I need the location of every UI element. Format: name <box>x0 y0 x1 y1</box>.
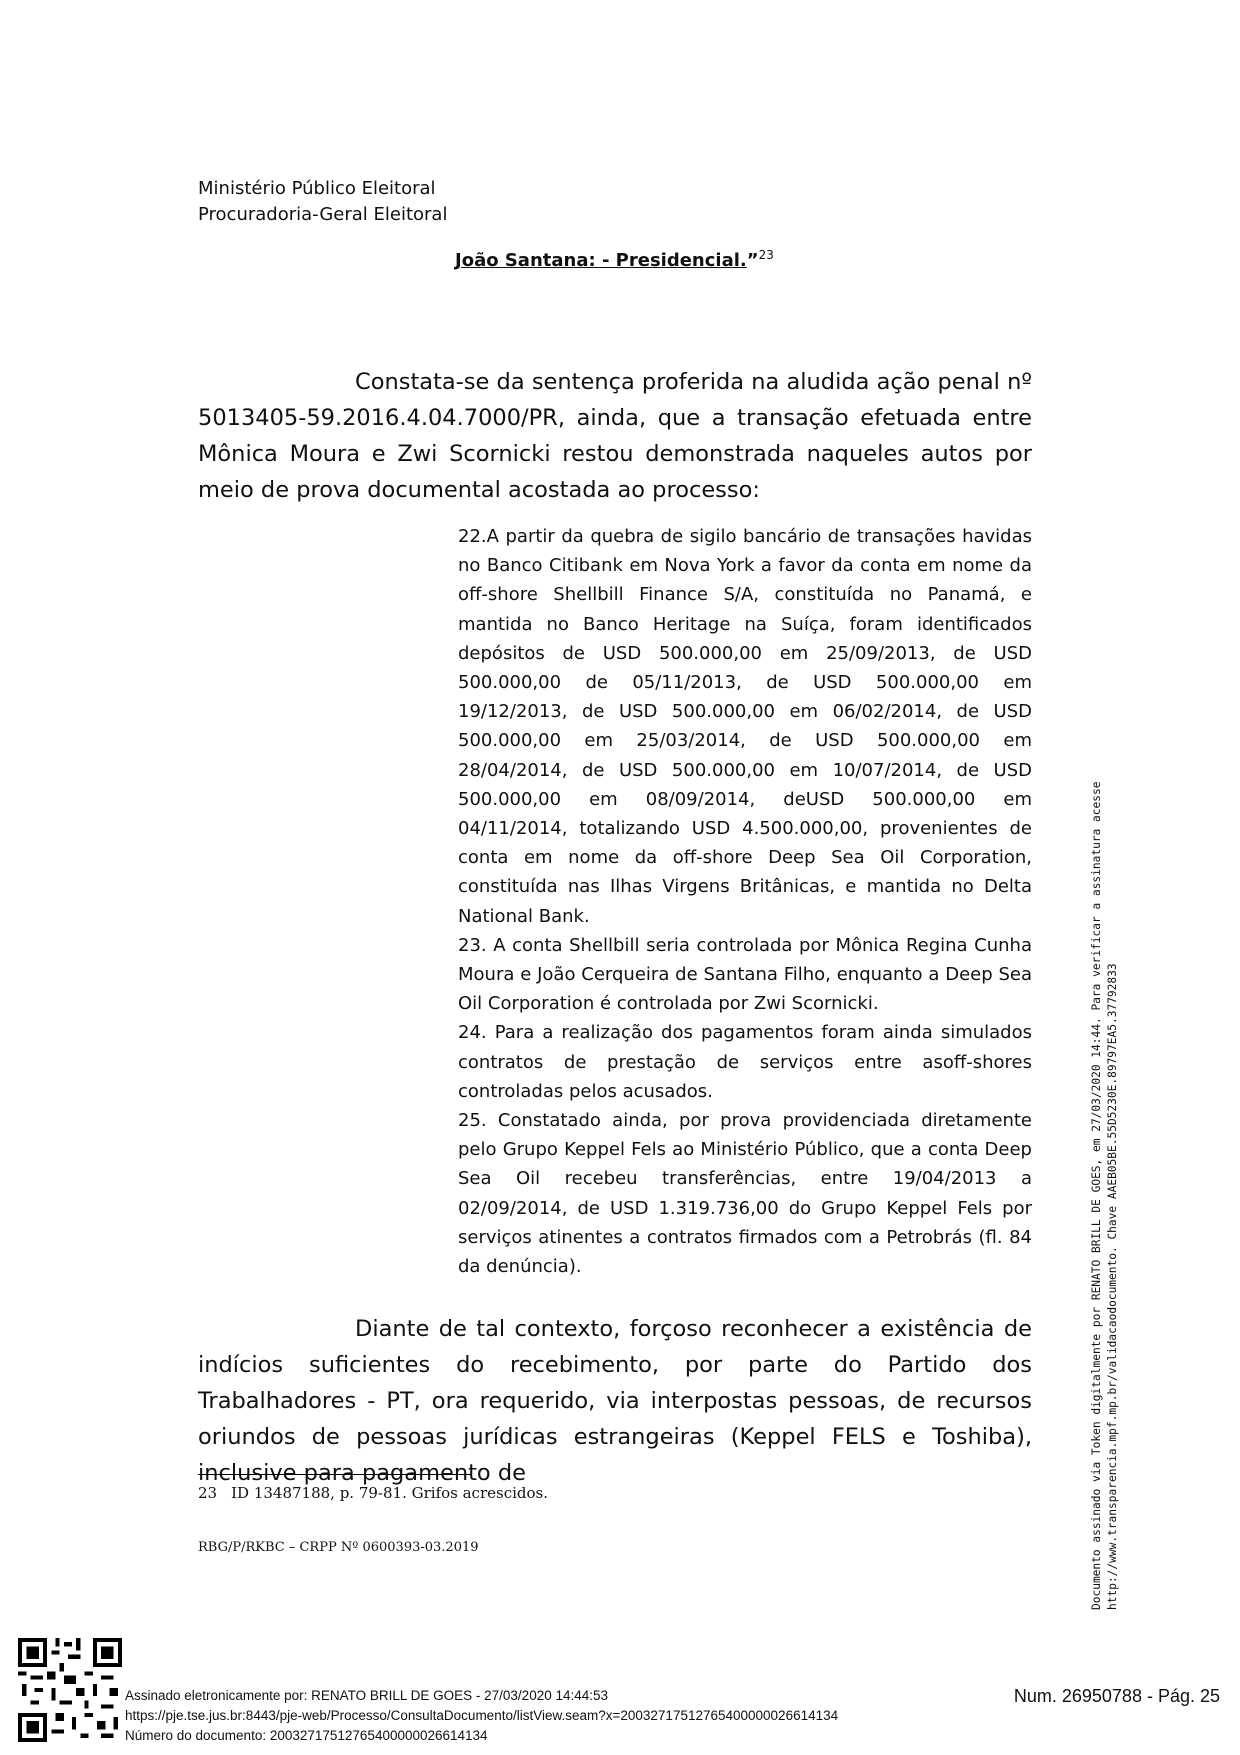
footnote-reference: 23 <box>758 248 774 262</box>
citation-item-25: 25. Constatado ainda, por prova providenciada diretamente pelo Grupo Keppel Fels ao Ministério Público, que a conta Deep Sea Oil recebeu transferências, entre 19/04/2013 a 02/09/2014, de USD 1.319.736,00 do Grupo Keppel Fels por serviços atinentes a contratos firmados com a Petrobrás (fl. 84 da denúncia). <box>458 1110 1032 1278</box>
body-paragraph-2: Diante de tal contexto, forçoso reconhecer a existência de indícios suficientes do recebimento, por parte do Partido dos Trabalhadores - PT, ora requerido, via interpostas pessoas, de recursos oriundos de pessoas jurídicas estrangeiras (Keppel FELS e Toshiba), inclusive para pagamento de <box>198 1316 1032 1486</box>
quote-end <box>455 248 774 271</box>
quote-close-mark: ” <box>746 250 759 271</box>
footnote-number: 23 <box>198 1484 218 1502</box>
sidebar-line-2: http://www.transparencia.mpf.mp.br/validacaodocumento. Chave AAEB05BE.55D5230E.89797EA5.37792833 <box>1106 963 1119 1610</box>
page-number: Num. 26950788 - Pág. 25 <box>1013 1686 1220 1706</box>
citation-item-22: 22.A partir da quebra de sigilo bancário de transações havidas no Banco Citibank em Nova York a favor da conta em nome da off-shore Shellbill Finance S/A, constituída no Panamá, e mantida no Banco Heritage na Suíça, foram identificados depósitos de USD 500.000,00 em 25/09/2013, de USD 500.000,00 de 05/11/2013, de USD 500.000,00 em 19/12/2013, de USD 500.000,00 em 06/02/2014, de USD 500.000,00 em 25/03/2014, de USD 500.000,00 em 28/04/2014, de USD 500.000,00 em 10/07/2014, de USD 500.000,00 em 08/09/2014, deUSD 500.000,00 em 04/11/2014, totalizando USD 4.500.000,00, provenientes de conta em nome da off-shore Deep Sea Oil Corporation, constituída nas Ilhas Virgens Britânicas, e mantida no Delta National Bank. <box>458 526 1032 927</box>
footnote-divider <box>198 1474 472 1475</box>
citation-item-23: 23. A conta Shellbill seria controlada por Mônica Regina Cunha Moura e João Cerqueira de Santana Filho, enquanto a Deep Sea Oil Corporation é controlada por Zwi Scornicki. <box>458 934 1032 1015</box>
qr-code <box>18 1638 122 1742</box>
footnote <box>198 1484 548 1502</box>
sidebar-line-1: Documento assinado via Token digitalmente por RENATO BRILL DE GOES, em 27/03/2020 14:44. Para verificar a assinatura acesse <box>1090 781 1103 1610</box>
header-line-1: Ministério Público Eleitoral <box>198 178 436 199</box>
document-header <box>198 176 447 228</box>
signature-link[interactable]: https://pje.tse.jus.br:8443/pje-web/Processo/ConsultaDocumento/listView.seam?x=20032717512765400000026614134 <box>125 1708 839 1723</box>
footnote-text: ID 13487188, p. 79-81. Grifos acrescidos. <box>231 1484 548 1502</box>
signature-sidebar <box>1089 520 1121 1610</box>
electronic-signature <box>125 1686 838 1746</box>
body-paragraph-1: Constata-se da sentença proferida na aludida ação penal nº 5013405-59.2016.4.04.7000/PR, ainda, que a transação efetuada entre Mônica Moura e Zwi Scornicki restou demonstrada naqueles autos por meio de prova documental acostada ao processo: <box>198 369 1032 503</box>
quote-end-text: João Santana: - Presidencial. <box>455 250 747 271</box>
document-number: Número do documento: 20032717512765400000026614134 <box>125 1728 488 1743</box>
header-line-2: Procuradoria-Geral Eleitoral <box>198 204 448 225</box>
citation-block <box>458 522 1032 1281</box>
citation-item-24: 24. Para a realização dos pagamentos foram ainda simulados contratos de prestação de serviços entre asoff-shores controladas pelos acusados. <box>458 1022 1032 1102</box>
signature-line-1: Assinado eletronicamente por: RENATO BRILL DE GOES - 27/03/2020 14:44:53 <box>125 1688 609 1703</box>
document-reference: RBG/P/RKBC – CRPP Nº 0600393-03.2019 <box>198 1540 479 1555</box>
